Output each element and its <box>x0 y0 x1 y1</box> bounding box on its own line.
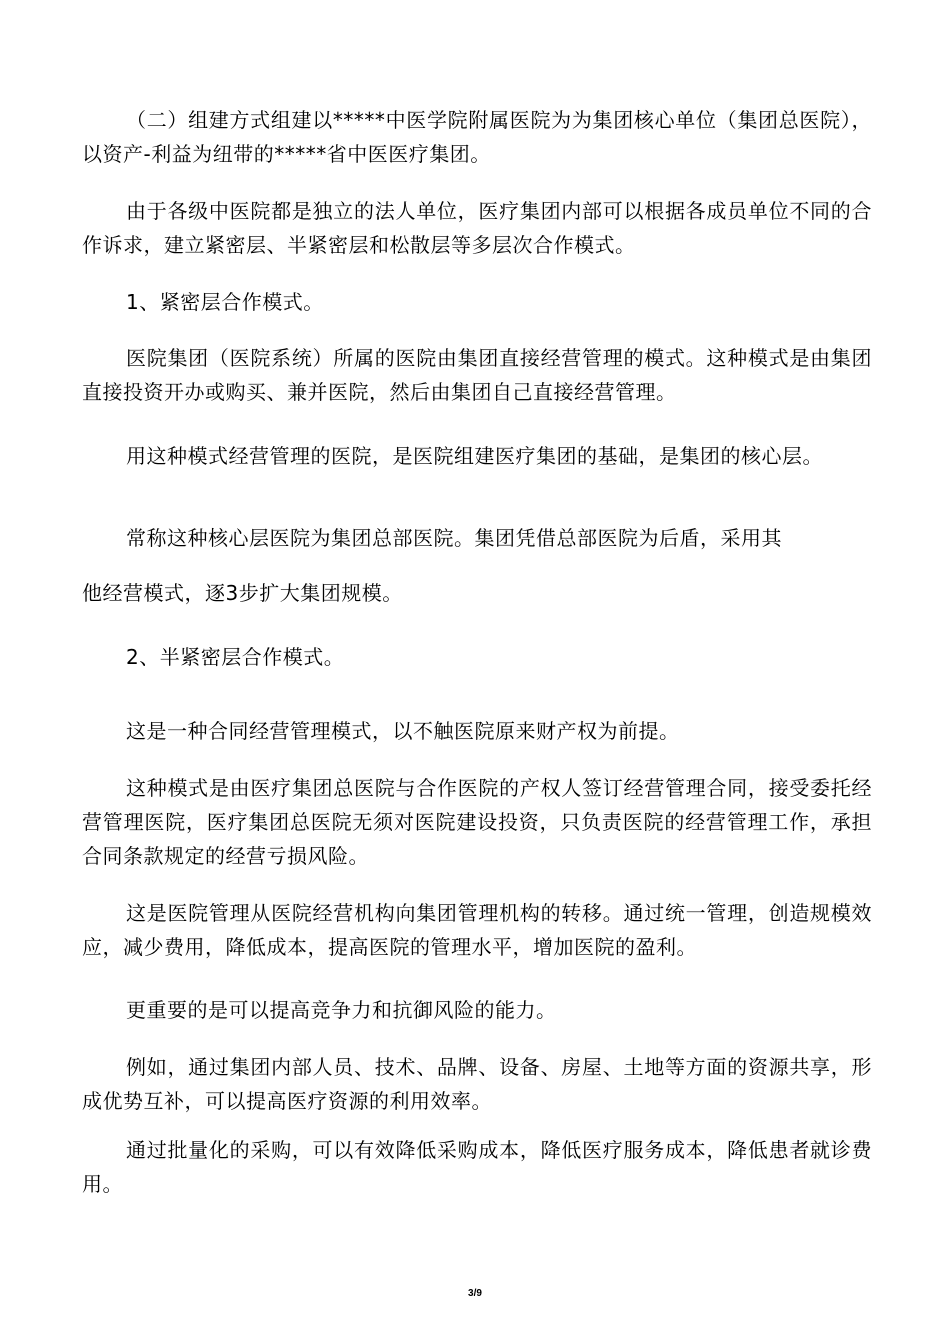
page-number: 3/9 <box>468 1288 482 1299</box>
paragraph-core-layer: 用这种模式经营管理的医院，是医院组建医疗集团的基础，是集团的核心层。 <box>126 444 823 468</box>
paragraph-contract-management: 这是一种合同经营管理模式，以不触医院原来财产权为前提。 <box>126 719 680 743</box>
paragraph-direct-management: 医院集团（医院系统）所属的医院由集团直接经营管理的模式。这种模式是由集团直接投资开办或购买、兼并医院，然后由集团自己直接经营管理。 <box>82 346 872 404</box>
paragraph-resource-sharing: 例如，通过集团内部人员、技术、品牌、设备、房屋、土地等方面的资源共享，形成优势互补，可以提高医疗资源的利用效率。 <box>82 1055 872 1113</box>
paragraph-contract-details: 这种模式是由医疗集团总医院与合作医院的产权人签订经营管理合同，接受委托经营管理医院，医疗集团总医院无须对医院建设投资，只负责医院的经营管理工作，承担合同条款规定的经营亏损风险。 <box>82 776 872 868</box>
paragraph-competitiveness: 更重要的是可以提高竞争力和抗御风险的能力。 <box>126 998 557 1022</box>
paragraph-management-transfer: 这是医院管理从医院经营机构向集团管理机构的转移。通过统一管理，创造规模效应，减少费用，降低成本，提高医院的管理水平，增加医院的盈利。 <box>82 901 872 959</box>
heading-tight-layer: 1、紧密层合作模式。 <box>126 290 324 314</box>
paragraph-organization-method: （二）组建方式组建以*****中医学院附属医院为为集团核心单位（集团总医院），以资产-利益为纽带的*****省中医医疗集团。 <box>82 108 872 166</box>
paragraph-headquarters-hospital: 常称这种核心层医院为集团总部医院。集团凭借总部医院为后盾，采用其 <box>126 526 782 550</box>
heading-semi-tight-layer: 2、半紧密层合作模式。 <box>126 645 345 669</box>
paragraph-independent-hospitals: 由于各级中医院都是独立的法人单位，医疗集团内部可以根据各成员单位不同的合作诉求，建立紧密层、半紧密层和松散层等多层次合作模式。 <box>82 199 872 257</box>
paragraph-bulk-purchasing: 通过批量化的采购，可以有效降低采购成本，降低医疗服务成本，降低患者就诊费用。 <box>82 1138 872 1196</box>
paragraph-expand-scale: 他经营模式，逐3步扩大集团规模。 <box>82 581 403 605</box>
